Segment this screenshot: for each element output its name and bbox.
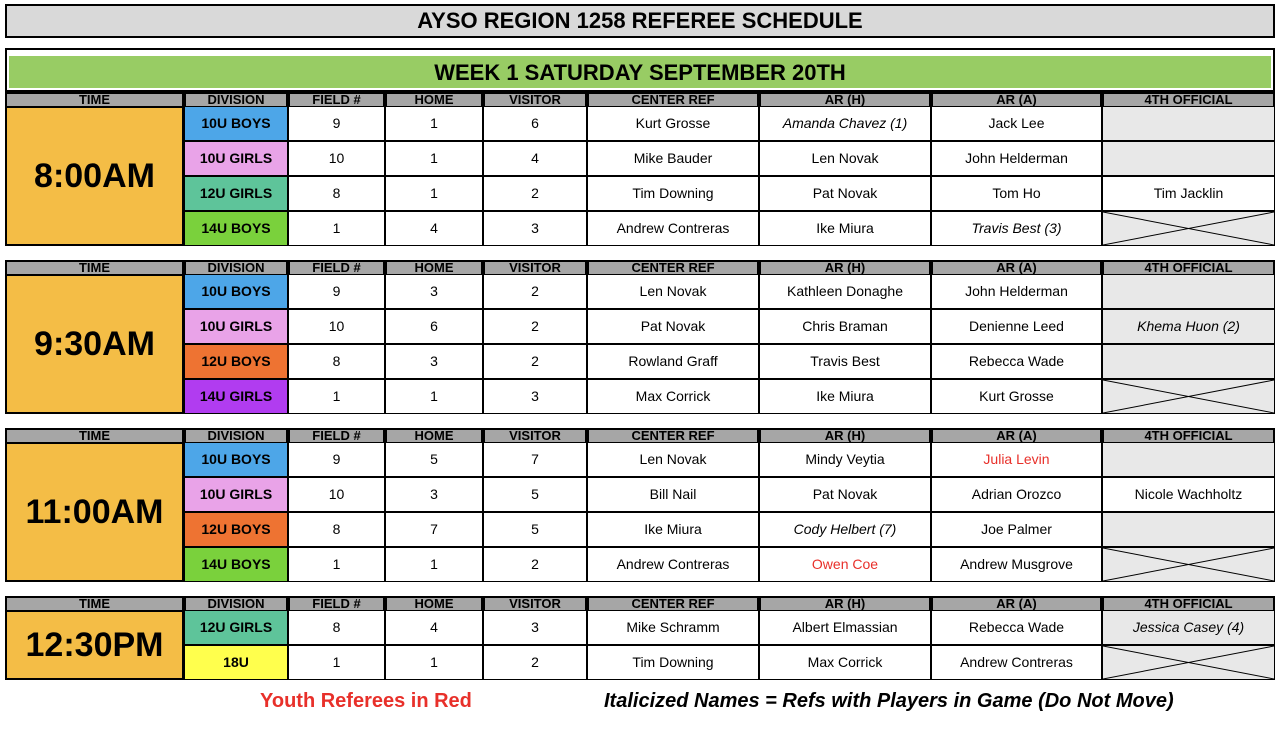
home-team-cell: 1 xyxy=(385,106,483,141)
column-header: AR (H) xyxy=(759,428,931,442)
column-header: CENTER REF xyxy=(587,596,759,610)
division-cell: 14U GIRLS xyxy=(184,379,288,414)
field-number-cell: 8 xyxy=(288,344,385,379)
visitor-team-cell: 4 xyxy=(483,141,587,176)
column-header: HOME xyxy=(385,260,483,274)
home-team-cell: 4 xyxy=(385,211,483,246)
field-number-cell: 10 xyxy=(288,309,385,344)
field-number-cell: 10 xyxy=(288,141,385,176)
home-team-cell: 1 xyxy=(385,547,483,582)
column-header: VISITOR xyxy=(483,596,587,610)
ar-away-cell: Kurt Grosse xyxy=(931,379,1102,414)
center-ref-cell: Andrew Contreras xyxy=(587,211,759,246)
time-slot: 8:00AM xyxy=(5,106,184,246)
field-number-cell: 1 xyxy=(288,547,385,582)
fourth-official-cell xyxy=(1102,106,1275,141)
week-title: WEEK 1 SATURDAY SEPTEMBER 20TH xyxy=(9,56,1271,88)
time-slot: 12:30PM xyxy=(5,610,184,680)
ar-home-cell: Ike Miura xyxy=(759,379,931,414)
column-header: CENTER REF xyxy=(587,260,759,274)
field-number-cell: 9 xyxy=(288,442,385,477)
ar-away-cell: Joe Palmer xyxy=(931,512,1102,547)
column-header: AR (A) xyxy=(931,260,1102,274)
time-block xyxy=(5,596,1275,680)
home-team-cell: 1 xyxy=(385,645,483,680)
column-header: 4TH OFFICIAL xyxy=(1102,260,1275,274)
ar-home-cell: Amanda Chavez (1) xyxy=(759,106,931,141)
ar-away-cell: Denienne Leed xyxy=(931,309,1102,344)
ar-home-cell: Travis Best xyxy=(759,344,931,379)
division-cell: 10U BOYS xyxy=(184,106,288,141)
column-header: TIME xyxy=(5,596,184,610)
home-team-cell: 3 xyxy=(385,274,483,309)
center-ref-cell: Len Novak xyxy=(587,274,759,309)
ar-away-cell: Andrew Musgrove xyxy=(931,547,1102,582)
field-number-cell: 1 xyxy=(288,645,385,680)
center-ref-cell: Ike Miura xyxy=(587,512,759,547)
ar-away-cell: John Helderman xyxy=(931,141,1102,176)
column-header: DIVISION xyxy=(184,92,288,106)
ar-home-cell: Ike Miura xyxy=(759,211,931,246)
fourth-official-cell xyxy=(1102,344,1275,379)
home-team-cell: 4 xyxy=(385,610,483,645)
fourth-official-cell xyxy=(1102,547,1275,582)
home-team-cell: 1 xyxy=(385,176,483,211)
column-header: TIME xyxy=(5,428,184,442)
visitor-team-cell: 3 xyxy=(483,610,587,645)
center-ref-cell: Rowland Graff xyxy=(587,344,759,379)
column-header: VISITOR xyxy=(483,428,587,442)
fourth-official-cell xyxy=(1102,512,1275,547)
division-cell: 12U BOYS xyxy=(184,344,288,379)
column-header: 4TH OFFICIAL xyxy=(1102,428,1275,442)
home-team-cell: 6 xyxy=(385,309,483,344)
visitor-team-cell: 2 xyxy=(483,309,587,344)
unassigned-cross-mark xyxy=(1103,380,1274,413)
ar-away-cell: Rebecca Wade xyxy=(931,610,1102,645)
unassigned-cross-mark xyxy=(1103,548,1274,581)
division-cell: 14U BOYS xyxy=(184,547,288,582)
column-header: AR (A) xyxy=(931,428,1102,442)
center-ref-cell: Tim Downing xyxy=(587,645,759,680)
field-number-cell: 8 xyxy=(288,176,385,211)
ar-away-cell: Adrian Orozco xyxy=(931,477,1102,512)
center-ref-cell: Len Novak xyxy=(587,442,759,477)
division-cell: 10U GIRLS xyxy=(184,141,288,176)
week-banner xyxy=(5,48,1275,92)
division-cell: 14U BOYS xyxy=(184,211,288,246)
center-ref-cell: Pat Novak xyxy=(587,309,759,344)
column-header: TIME xyxy=(5,260,184,274)
time-block xyxy=(5,428,1275,582)
center-ref-cell: Andrew Contreras xyxy=(587,547,759,582)
center-ref-cell: Kurt Grosse xyxy=(587,106,759,141)
fourth-official-cell xyxy=(1102,274,1275,309)
column-header: FIELD # xyxy=(288,92,385,106)
column-header: TIME xyxy=(5,92,184,106)
column-header: DIVISION xyxy=(184,260,288,274)
ar-home-cell: Len Novak xyxy=(759,141,931,176)
ar-away-cell: Travis Best (3) xyxy=(931,211,1102,246)
ar-home-cell: Mindy Veytia xyxy=(759,442,931,477)
column-header: HOME xyxy=(385,428,483,442)
field-number-cell: 1 xyxy=(288,379,385,414)
division-cell: 10U GIRLS xyxy=(184,309,288,344)
division-cell: 10U GIRLS xyxy=(184,477,288,512)
ar-home-cell: Chris Braman xyxy=(759,309,931,344)
field-number-cell: 10 xyxy=(288,477,385,512)
fourth-official-cell xyxy=(1102,141,1275,176)
fourth-official-cell xyxy=(1102,379,1275,414)
column-header: AR (A) xyxy=(931,92,1102,106)
home-team-cell: 3 xyxy=(385,344,483,379)
ar-away-cell: Rebecca Wade xyxy=(931,344,1102,379)
division-cell: 18U xyxy=(184,645,288,680)
fourth-official-cell: Tim Jacklin xyxy=(1102,176,1275,211)
unassigned-cross-mark xyxy=(1103,212,1274,245)
ar-home-cell: Max Corrick xyxy=(759,645,931,680)
center-ref-cell: Bill Nail xyxy=(587,477,759,512)
column-header: FIELD # xyxy=(288,260,385,274)
legend-youth-referees: Youth Referees in Red xyxy=(260,690,472,712)
ar-home-cell: Cody Helbert (7) xyxy=(759,512,931,547)
division-cell: 12U GIRLS xyxy=(184,610,288,645)
division-cell: 10U BOYS xyxy=(184,442,288,477)
ar-away-cell: John Helderman xyxy=(931,274,1102,309)
home-team-cell: 1 xyxy=(385,141,483,176)
visitor-team-cell: 5 xyxy=(483,477,587,512)
column-header: AR (H) xyxy=(759,596,931,610)
field-number-cell: 9 xyxy=(288,274,385,309)
fourth-official-cell: Nicole Wachholtz xyxy=(1102,477,1275,512)
ar-home-cell: Pat Novak xyxy=(759,477,931,512)
column-header: 4TH OFFICIAL xyxy=(1102,596,1275,610)
column-header: DIVISION xyxy=(184,596,288,610)
field-number-cell: 9 xyxy=(288,106,385,141)
visitor-team-cell: 2 xyxy=(483,547,587,582)
field-number-cell: 8 xyxy=(288,512,385,547)
home-team-cell: 1 xyxy=(385,379,483,414)
column-header: HOME xyxy=(385,596,483,610)
column-header: FIELD # xyxy=(288,428,385,442)
ar-home-cell: Owen Coe xyxy=(759,547,931,582)
column-header: AR (H) xyxy=(759,260,931,274)
center-ref-cell: Max Corrick xyxy=(587,379,759,414)
visitor-team-cell: 5 xyxy=(483,512,587,547)
field-number-cell: 1 xyxy=(288,211,385,246)
center-ref-cell: Mike Schramm xyxy=(587,610,759,645)
column-header: 4TH OFFICIAL xyxy=(1102,92,1275,106)
ar-away-cell: Andrew Contreras xyxy=(931,645,1102,680)
time-block xyxy=(5,260,1275,414)
column-header: DIVISION xyxy=(184,428,288,442)
ar-away-cell: Jack Lee xyxy=(931,106,1102,141)
division-cell: 10U BOYS xyxy=(184,274,288,309)
legend-italic-names: Italicized Names = Refs with Players in Game (Do Not Move) xyxy=(604,690,1174,712)
schedule-title: AYSO REGION 1258 REFEREE SCHEDULE xyxy=(5,4,1275,38)
fourth-official-cell xyxy=(1102,442,1275,477)
division-cell: 12U BOYS xyxy=(184,512,288,547)
ar-away-cell: Tom Ho xyxy=(931,176,1102,211)
time-slot: 11:00AM xyxy=(5,442,184,582)
visitor-team-cell: 2 xyxy=(483,344,587,379)
visitor-team-cell: 3 xyxy=(483,379,587,414)
time-block xyxy=(5,92,1275,246)
fourth-official-cell: Jessica Casey (4) xyxy=(1102,610,1275,645)
center-ref-cell: Tim Downing xyxy=(587,176,759,211)
column-header: CENTER REF xyxy=(587,428,759,442)
visitor-team-cell: 2 xyxy=(483,176,587,211)
visitor-team-cell: 2 xyxy=(483,274,587,309)
visitor-team-cell: 3 xyxy=(483,211,587,246)
column-header: HOME xyxy=(385,92,483,106)
ar-home-cell: Albert Elmassian xyxy=(759,610,931,645)
visitor-team-cell: 2 xyxy=(483,645,587,680)
home-team-cell: 7 xyxy=(385,512,483,547)
fourth-official-cell: Khema Huon (2) xyxy=(1102,309,1275,344)
fourth-official-cell xyxy=(1102,211,1275,246)
visitor-team-cell: 7 xyxy=(483,442,587,477)
column-header: CENTER REF xyxy=(587,92,759,106)
column-header: AR (H) xyxy=(759,92,931,106)
ar-home-cell: Kathleen Donaghe xyxy=(759,274,931,309)
home-team-cell: 5 xyxy=(385,442,483,477)
division-cell: 12U GIRLS xyxy=(184,176,288,211)
ar-away-cell: Julia Levin xyxy=(931,442,1102,477)
column-header: AR (A) xyxy=(931,596,1102,610)
column-header: VISITOR xyxy=(483,92,587,106)
center-ref-cell: Mike Bauder xyxy=(587,141,759,176)
visitor-team-cell: 6 xyxy=(483,106,587,141)
time-slot: 9:30AM xyxy=(5,274,184,414)
home-team-cell: 3 xyxy=(385,477,483,512)
column-header: FIELD # xyxy=(288,596,385,610)
column-header: VISITOR xyxy=(483,260,587,274)
unassigned-cross-mark xyxy=(1103,646,1274,679)
fourth-official-cell xyxy=(1102,645,1275,680)
field-number-cell: 8 xyxy=(288,610,385,645)
ar-home-cell: Pat Novak xyxy=(759,176,931,211)
